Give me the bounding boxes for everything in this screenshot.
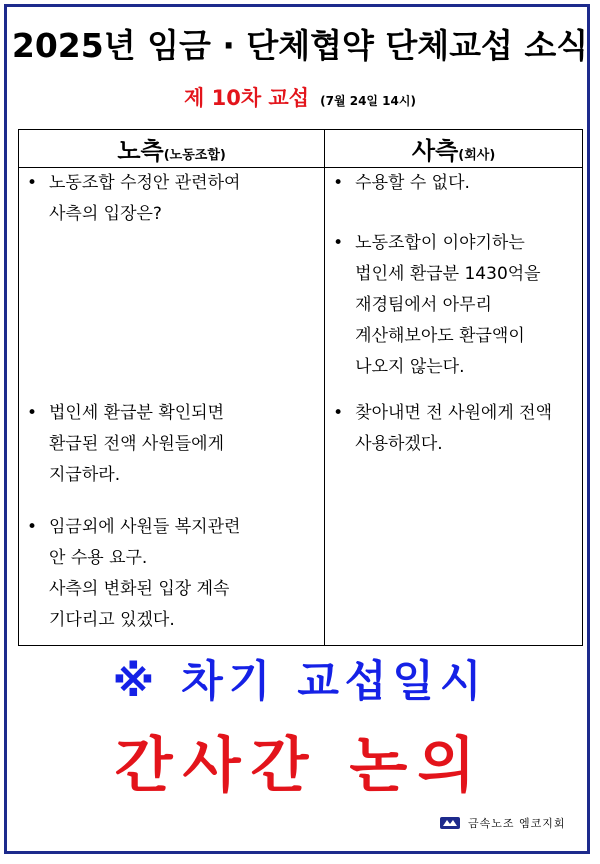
list-item: [333, 168, 470, 199]
union-item-2: 법인세 환급분 확인되면 환급된 전액 사원들에게 지급하라.: [49, 403, 225, 485]
footer-organization: 금속노조 엠코지회: [468, 817, 566, 830]
union-heading: 노측: [117, 137, 164, 165]
negotiation-round: 제 10차 교섭: [184, 86, 310, 110]
list-item: [27, 512, 240, 636]
negotiation-datetime: (7월 24일 14시): [320, 94, 416, 108]
page-title: 2025년 임금 · 단체협약 단체교섭 소식: [11, 26, 589, 65]
next-negotiation-value: 간사간 논의: [114, 731, 486, 801]
company-subheading: (회사): [458, 148, 496, 163]
union-item-3: 임금외에 사원들 복지관련 안 수용 요구. 사측의 변화된 입장 계속 기다리고 있겠다.: [49, 517, 241, 630]
union-item-1: 노동조합 수정안 관련하여 사측의 입장은?: [49, 173, 241, 224]
bullet-icon: •: [333, 403, 344, 423]
bullet-icon: •: [27, 173, 38, 193]
list-item: [27, 168, 240, 230]
company-item-3: 찾아내면 전 사원에게 전액 사용하겠다.: [355, 403, 553, 454]
bullet-icon: •: [27, 403, 38, 423]
union-header: [19, 130, 325, 168]
subtitle: [0, 82, 600, 112]
company-header: [325, 130, 583, 168]
company-heading: 사측: [411, 137, 459, 165]
list-item: [333, 398, 552, 460]
next-negotiation-heading: [0, 648, 600, 709]
negotiation-table: [18, 129, 583, 646]
footer: [440, 815, 566, 831]
list-item: [333, 228, 540, 383]
bullet-icon: •: [27, 517, 38, 537]
union-logo-icon: [440, 815, 460, 831]
company-item-1: 수용할 수 없다.: [355, 173, 470, 193]
next-negotiation-text: ※ 차기 교섭일시: [112, 657, 488, 707]
bullet-icon: •: [333, 233, 344, 253]
company-column: [325, 168, 583, 646]
list-item: [27, 398, 224, 491]
union-column: [19, 168, 325, 646]
union-subheading: (노동조합): [163, 148, 226, 163]
bullet-icon: •: [333, 173, 344, 193]
company-item-2: 노동조합이 이야기하는 법인세 환급분 1430억을 재경팀에서 아무리 계산해보아도 환급액이 나오지 않는다.: [355, 233, 541, 377]
